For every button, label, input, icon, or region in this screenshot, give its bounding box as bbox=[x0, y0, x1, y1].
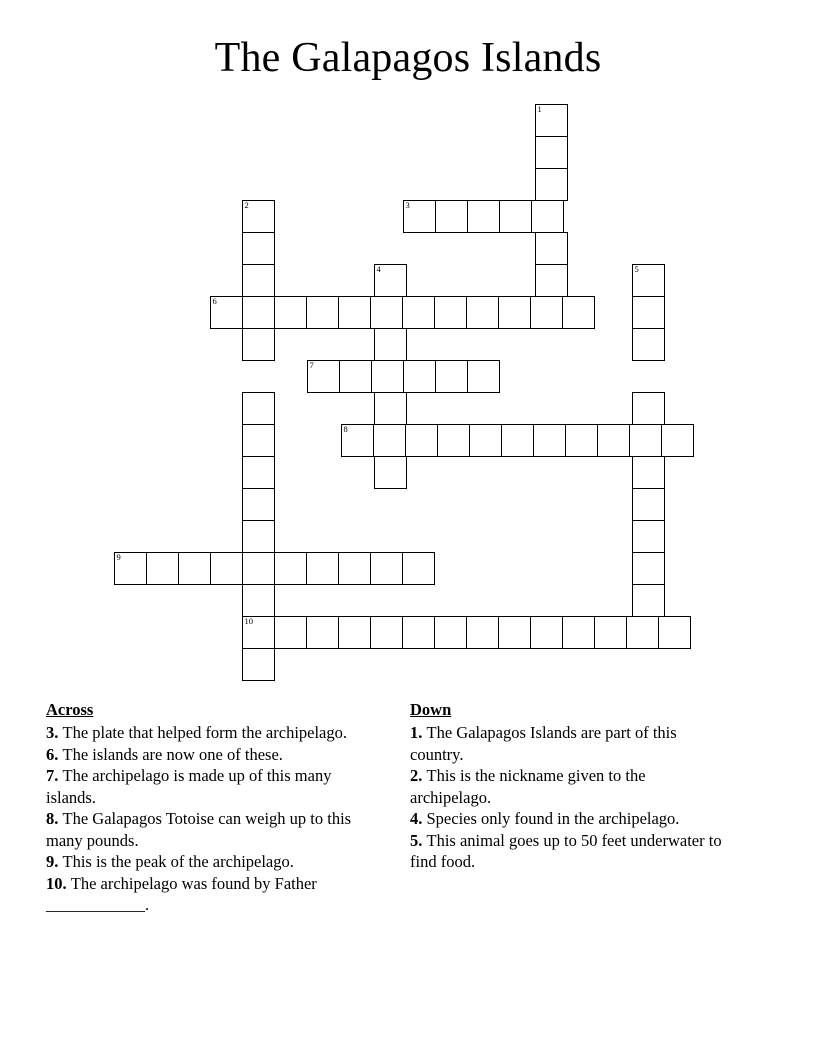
across-clue-number: 6. bbox=[46, 744, 63, 764]
crossword-cell[interactable] bbox=[242, 520, 275, 553]
down-clue-number: 5. bbox=[410, 830, 427, 850]
page-title: The Galapagos Islands bbox=[214, 35, 602, 81]
down-clue bbox=[410, 830, 730, 873]
crossword-cell[interactable] bbox=[632, 392, 665, 425]
crossword-cell[interactable] bbox=[242, 584, 275, 617]
crossword-cell[interactable] bbox=[374, 264, 407, 297]
crossword-cell-number: 7 bbox=[309, 360, 314, 370]
crossword-cell-number: 10 bbox=[244, 616, 253, 626]
crossword-cell[interactable] bbox=[307, 360, 340, 393]
crossword-cell[interactable] bbox=[632, 296, 665, 329]
crossword-cell[interactable] bbox=[597, 424, 630, 457]
across-clue bbox=[46, 765, 376, 808]
crossword-cell[interactable] bbox=[242, 328, 275, 361]
crossword-cell[interactable] bbox=[405, 424, 438, 457]
crossword-cell[interactable] bbox=[242, 424, 275, 457]
crossword-cell[interactable] bbox=[274, 616, 307, 649]
across-clue bbox=[46, 722, 376, 744]
down-heading: Down bbox=[410, 700, 452, 719]
down-clue-text: The Galapagos Islands are part of this country. bbox=[410, 723, 677, 764]
across-clues bbox=[46, 700, 376, 916]
across-clue-text: The plate that helped form the archipelago. bbox=[62, 723, 348, 742]
down-clue-list bbox=[410, 722, 730, 873]
down-clue bbox=[410, 722, 730, 765]
crossword-cell[interactable] bbox=[306, 296, 339, 329]
down-clue-text: This animal goes up to 50 feet underwater to find food. bbox=[410, 830, 722, 871]
crossword-cell[interactable] bbox=[498, 616, 531, 649]
across-clue-number: 10. bbox=[46, 873, 71, 893]
crossword-cell-number: 1 bbox=[537, 104, 542, 114]
crossword-cell[interactable] bbox=[370, 616, 403, 649]
crossword-cell[interactable] bbox=[501, 424, 534, 457]
crossword-cell[interactable] bbox=[306, 616, 339, 649]
crossword-cell[interactable] bbox=[565, 424, 598, 457]
crossword-cell[interactable] bbox=[530, 616, 563, 649]
across-clue-number: 7. bbox=[46, 766, 63, 785]
down-clue-text: Species only found in the archipelago. bbox=[426, 809, 680, 828]
crossword-cell[interactable] bbox=[435, 200, 468, 233]
crossword-cell[interactable] bbox=[210, 552, 243, 585]
crossword-cell[interactable] bbox=[434, 616, 467, 649]
crossword-cell[interactable] bbox=[435, 360, 468, 393]
crossword-cell[interactable] bbox=[402, 552, 435, 585]
crossword-cell[interactable] bbox=[402, 296, 435, 329]
crossword-cell-number: 9 bbox=[116, 552, 121, 562]
crossword-cell[interactable] bbox=[535, 168, 568, 201]
crossword-cell[interactable] bbox=[661, 424, 694, 457]
crossword-cell[interactable] bbox=[114, 552, 147, 585]
crossword-cell[interactable] bbox=[370, 552, 403, 585]
crossword-cell[interactable] bbox=[466, 296, 499, 329]
crossword-cell[interactable] bbox=[242, 264, 275, 297]
across-clue-text: The Galapagos Totoise can weigh up to this many pounds. bbox=[46, 809, 352, 850]
crossword-grid bbox=[0, 104, 816, 704]
across-clue bbox=[46, 851, 376, 873]
crossword-cell[interactable] bbox=[469, 424, 502, 457]
down-clue-number: 4. bbox=[410, 809, 427, 828]
crossword-cell[interactable] bbox=[341, 424, 374, 457]
crossword-cell[interactable] bbox=[632, 328, 665, 361]
crossword-cell[interactable] bbox=[274, 296, 307, 329]
crossword-cell[interactable] bbox=[530, 296, 563, 329]
across-clue-number: 9. bbox=[46, 852, 63, 871]
crossword-cell[interactable] bbox=[178, 552, 211, 585]
across-clue-text: The islands are now one of these. bbox=[62, 744, 283, 764]
down-clues bbox=[410, 700, 730, 873]
crossword-cell[interactable] bbox=[535, 232, 568, 265]
down-clue-number: 2. bbox=[410, 766, 427, 785]
across-clue-number: 8. bbox=[46, 809, 63, 828]
down-clue-number: 1. bbox=[410, 723, 427, 742]
crossword-cell[interactable] bbox=[306, 552, 339, 585]
crossword-cell[interactable] bbox=[374, 328, 407, 361]
crossword-cell-number: 3 bbox=[405, 200, 410, 210]
crossword-cell[interactable] bbox=[632, 488, 665, 521]
crossword-cell[interactable] bbox=[370, 296, 403, 329]
down-clue-text: This is the nickname given to the archipelago. bbox=[410, 766, 646, 807]
crossword-cell[interactable] bbox=[535, 264, 568, 297]
crossword-cell[interactable] bbox=[632, 264, 665, 297]
crossword-cell[interactable] bbox=[374, 392, 407, 425]
crossword-cell[interactable] bbox=[242, 488, 275, 521]
crossword-cell[interactable] bbox=[629, 424, 662, 457]
crossword-cell[interactable] bbox=[242, 200, 275, 233]
crossword-cell[interactable] bbox=[242, 648, 275, 681]
crossword-cell[interactable] bbox=[466, 616, 499, 649]
crossword-cell[interactable] bbox=[498, 296, 531, 329]
crossword-cell[interactable] bbox=[403, 200, 436, 233]
crossword-cell[interactable] bbox=[339, 360, 372, 393]
crossword-cell[interactable] bbox=[210, 296, 243, 329]
crossword-cell[interactable] bbox=[434, 296, 467, 329]
crossword-cell[interactable] bbox=[632, 552, 665, 585]
crossword-cell[interactable] bbox=[146, 552, 179, 585]
crossword-cell[interactable] bbox=[658, 616, 691, 649]
across-clue-number: 3. bbox=[46, 723, 63, 742]
crossword-cell[interactable] bbox=[338, 552, 371, 585]
crossword-cell[interactable] bbox=[467, 360, 500, 393]
crossword-cell[interactable] bbox=[467, 200, 500, 233]
across-clue bbox=[46, 808, 376, 851]
crossword-cell[interactable] bbox=[632, 520, 665, 553]
across-clue bbox=[46, 744, 376, 766]
crossword-cell[interactable] bbox=[242, 232, 275, 265]
crossword-cell-number: 5 bbox=[634, 264, 639, 274]
crossword-cell[interactable] bbox=[274, 552, 307, 585]
crossword-cell[interactable] bbox=[402, 616, 435, 649]
crossword-cell[interactable] bbox=[373, 424, 406, 457]
crossword-cell-number: 2 bbox=[244, 200, 249, 210]
crossword-cell[interactable] bbox=[242, 296, 275, 329]
crossword-cell[interactable] bbox=[562, 296, 595, 329]
crossword-cell[interactable] bbox=[594, 616, 627, 649]
crossword-cell[interactable] bbox=[531, 200, 564, 233]
across-clue bbox=[46, 873, 376, 916]
crossword-cell[interactable] bbox=[371, 360, 404, 393]
crossword-grid-cells bbox=[0, 104, 816, 704]
down-clue bbox=[410, 765, 730, 808]
crossword-cell[interactable] bbox=[535, 104, 568, 137]
crossword-cell[interactable] bbox=[242, 552, 275, 585]
crossword-cell[interactable] bbox=[499, 200, 532, 233]
crossword-cell-number: 6 bbox=[212, 296, 217, 306]
crossword-cell[interactable] bbox=[535, 136, 568, 169]
across-clue-text: The archipelago is made up of this many islands. bbox=[46, 766, 332, 807]
crossword-cell[interactable] bbox=[533, 424, 566, 457]
crossword-cell[interactable] bbox=[562, 616, 595, 649]
down-clue bbox=[410, 808, 730, 830]
crossword-cell[interactable] bbox=[403, 360, 436, 393]
across-clue-text: The archipelago was found by Father ____________. bbox=[46, 873, 317, 914]
across-clue-text: This is the peak of the archipelago. bbox=[62, 852, 294, 871]
crossword-cell[interactable] bbox=[338, 296, 371, 329]
crossword-cell[interactable] bbox=[626, 616, 659, 649]
crossword-cell[interactable] bbox=[242, 456, 275, 489]
crossword-cell[interactable] bbox=[374, 456, 407, 489]
across-clue-list bbox=[46, 722, 376, 916]
crossword-cell[interactable] bbox=[242, 392, 275, 425]
crossword-cell[interactable] bbox=[632, 584, 665, 617]
crossword-cell[interactable] bbox=[632, 456, 665, 489]
crossword-cell[interactable] bbox=[338, 616, 371, 649]
crossword-cell[interactable] bbox=[437, 424, 470, 457]
crossword-cell[interactable] bbox=[242, 616, 275, 649]
crossword-cell-number: 4 bbox=[376, 264, 381, 274]
across-heading: Across bbox=[46, 700, 94, 719]
crossword-cell-number: 8 bbox=[343, 424, 348, 434]
